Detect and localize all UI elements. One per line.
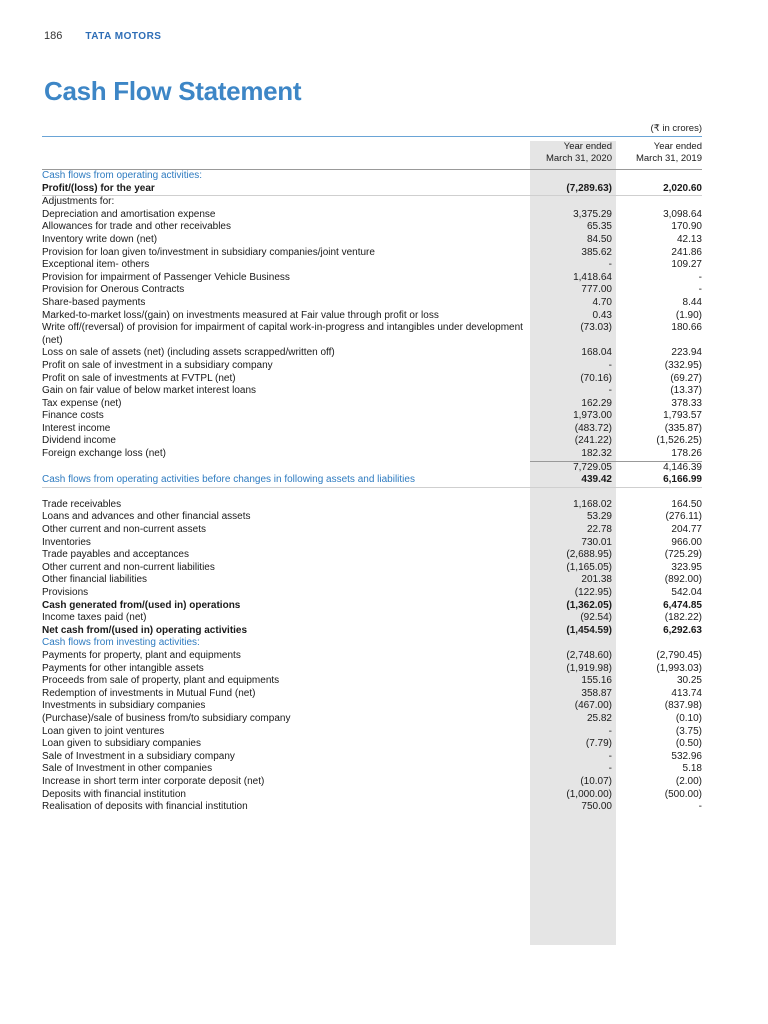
row-label: Sale of Investment in other companies: [42, 763, 213, 775]
value-2019: 30.25: [676, 675, 702, 687]
value-2019: 966.00: [671, 536, 702, 548]
table-row: [42, 196, 702, 209]
value-2020: -: [608, 750, 612, 762]
value-2020: 0.43: [592, 309, 612, 321]
value-2019: 178.26: [671, 448, 702, 460]
row-label: Loan given to subsidiary companies: [42, 738, 201, 750]
row-label: (Purchase)/sale of business from/to subsidiary company: [42, 712, 291, 724]
table-row: [42, 574, 702, 587]
value-2020: 65.35: [586, 221, 612, 233]
table-row: [42, 549, 702, 562]
value-2019: 5.18: [682, 763, 702, 775]
table-row: [42, 738, 702, 751]
value-2020: (7.79): [585, 738, 612, 750]
table-row: [42, 688, 702, 701]
currency-unit-note: (₹ in crores): [650, 123, 702, 134]
top-rule: [42, 136, 702, 137]
value-2019: 2,020.60: [663, 182, 702, 194]
table-row: [42, 360, 702, 373]
value-2020: (1,919.98): [566, 662, 612, 674]
value-2019: 6,166.99: [663, 474, 702, 486]
table-row: [42, 297, 702, 310]
table-row: [42, 726, 702, 739]
row-label: Profit on sale of investment in a subsidiary company: [42, 359, 273, 371]
page-title: Cash Flow Statement: [44, 76, 302, 106]
row-label: Write off/(reversal) of provision for impairment of capital work-in-progress and intangibles under development (net): [42, 322, 523, 346]
row-label: Profit/(loss) for the year: [42, 182, 155, 194]
row-label: Depreciation and amortisation expense: [42, 208, 216, 220]
value-2020: 53.29: [586, 511, 612, 523]
value-2020: (241.22): [574, 435, 612, 447]
table-row: [42, 234, 702, 247]
column-header-2019-line1: Year ended: [653, 141, 702, 152]
value-2020: (467.00): [574, 700, 612, 712]
value-2020: (7,289.63): [566, 182, 612, 194]
row-label: Deposits with financial institution: [42, 788, 186, 800]
row-label: Provision for Onerous Contracts: [42, 284, 185, 296]
value-2020: (73.03): [580, 322, 612, 334]
table-row: [42, 373, 702, 386]
row-label: Foreign exchange loss (net): [42, 448, 166, 460]
value-2019: 3,098.64: [663, 208, 702, 220]
column-header-2019: [620, 141, 702, 165]
table-row: [42, 663, 702, 676]
value-2020: 168.04: [581, 347, 612, 359]
value-2019: 8.44: [682, 296, 702, 308]
row-label: Trade receivables: [42, 498, 122, 510]
row-label: Exceptional item- others: [42, 259, 150, 271]
value-2019: [612, 196, 702, 209]
row-label: Loans and advances and other financial assets: [42, 511, 251, 523]
row-label: Dividend income: [42, 435, 116, 447]
value-2019: (1,526.25): [656, 435, 702, 447]
value-2019: [612, 637, 702, 650]
row-label: Adjustments for:: [42, 196, 115, 208]
value-2019: (1.90): [675, 309, 702, 321]
value-2019: 164.50: [671, 498, 702, 510]
value-2019: 6,292.63: [663, 624, 702, 636]
row-label: Payments for other intangible assets: [42, 662, 204, 674]
value-2019: 378.33: [671, 397, 702, 409]
value-2020: (1,165.05): [566, 561, 612, 573]
value-2019: 241.86: [671, 246, 702, 258]
table-row: [42, 789, 702, 802]
table-row: [42, 221, 702, 234]
column-header-2020-line2: March 31, 2020: [545, 153, 612, 164]
value-2019: 6,474.85: [663, 599, 702, 611]
value-2020: 358.87: [581, 687, 612, 699]
row-label: Net cash from/(used in) operating activities: [42, 624, 248, 636]
value-2020: (70.16): [580, 372, 612, 384]
value-2019: (69.27): [670, 372, 702, 384]
value-2019: 413.74: [671, 687, 702, 699]
value-2020: 1,418.64: [573, 271, 612, 283]
row-label: Realisation of deposits with financial institution: [42, 801, 248, 813]
row-label: Investments in subsidiary companies: [42, 700, 206, 712]
row-label: Inventory write down (net): [42, 233, 158, 245]
row-label: [42, 461, 530, 475]
value-2019: (1,993.03): [656, 662, 702, 674]
value-2019: -: [698, 801, 702, 813]
table-row: [42, 763, 702, 776]
value-2019: (182.22): [664, 612, 702, 624]
table-row: [42, 524, 702, 537]
value-2020: 7,729.05: [530, 461, 612, 475]
value-2020: (1,000.00): [566, 788, 612, 800]
value-2020: [530, 170, 612, 183]
row-label: Cash flows from operating activities before changes in following assets and liabilities: [42, 474, 415, 486]
value-2020: 4.70: [592, 296, 612, 308]
row-label: Cash generated from/(used in) operations: [42, 599, 241, 611]
value-2019: 4,146.39: [612, 461, 702, 475]
value-2019: 542.04: [671, 587, 702, 598]
row-label: Cash flows from operating activities:: [42, 170, 203, 181]
column-header-2019-line2: March 31, 2019: [635, 153, 702, 164]
table-row: [42, 587, 702, 600]
row-label: Allowances for trade and other receivables: [42, 221, 231, 233]
value-2019: (500.00): [664, 788, 702, 800]
table-row: [42, 650, 702, 663]
table-row: [42, 675, 702, 688]
brand-logo: TATA MOTORS: [85, 31, 162, 42]
row-label: Other current and non-current assets: [42, 524, 206, 536]
value-2020: -: [608, 763, 612, 775]
value-2020: 155.16: [581, 675, 612, 687]
table-row: [42, 170, 702, 183]
page-number: 186: [44, 30, 63, 42]
row-label: Provisions: [42, 587, 89, 598]
value-2019: (2,790.45): [656, 649, 702, 661]
row-label: Proceeds from sale of property, plant and equipments: [42, 675, 280, 687]
table-row: [42, 474, 702, 488]
column-header-2020: [530, 141, 612, 165]
row-label: Inventories: [42, 536, 91, 548]
page-header: [44, 30, 161, 42]
value-2020: 1,168.02: [573, 498, 612, 510]
table-row: [42, 435, 702, 448]
table-row: [42, 347, 702, 360]
value-2020: (10.07): [580, 775, 612, 787]
table-row: [42, 625, 702, 638]
value-2020: 750.00: [581, 801, 612, 813]
row-gap: [42, 488, 702, 499]
table-row: [42, 700, 702, 713]
table-row: [42, 751, 702, 764]
value-2019: -: [698, 284, 702, 296]
value-2020: 730.01: [581, 536, 612, 548]
table-row: [42, 322, 702, 347]
value-2019: 109.27: [671, 259, 702, 271]
row-label: Other financial liabilities: [42, 574, 148, 586]
row-label: Loan given to joint ventures: [42, 725, 165, 737]
value-2020: 1,973.00: [573, 410, 612, 422]
value-2019: 323.95: [671, 561, 702, 573]
table-row: [42, 423, 702, 436]
value-2020: 182.32: [581, 448, 612, 460]
value-2020: 3,375.29: [573, 208, 612, 220]
row-label: Payments for property, plant and equipments: [42, 649, 241, 661]
table-row: [42, 776, 702, 789]
value-2019: -: [698, 271, 702, 283]
table-row: [42, 612, 702, 625]
row-label: Profit on sale of investments at FVTPL (net): [42, 372, 236, 384]
value-2019: (2.00): [675, 775, 702, 787]
row-label: Finance costs: [42, 410, 104, 422]
value-2019: (0.50): [675, 738, 702, 750]
row-label: Increase in short term inter corporate deposit (net): [42, 775, 265, 787]
row-label: Provision for impairment of Passenger Vehicle Business: [42, 271, 290, 283]
row-label: Gain on fair value of below market interest loans: [42, 385, 256, 397]
value-2019: (892.00): [664, 574, 702, 586]
row-label: Interest income: [42, 422, 111, 434]
value-2020: 22.78: [586, 524, 612, 536]
value-2019: (3.75): [675, 725, 702, 737]
value-2019: (837.98): [664, 700, 702, 712]
value-2020: 201.38: [581, 574, 612, 586]
table-row: [42, 310, 702, 323]
value-2020: 84.50: [586, 233, 612, 245]
value-2020: -: [608, 385, 612, 397]
row-label: Provision for loan given to/investment in subsidiary companies/joint venture: [42, 246, 375, 258]
table-row: [42, 713, 702, 726]
value-2019: 170.90: [671, 221, 702, 233]
value-2020: [530, 637, 612, 650]
row-label: Sale of Investment in a subsidiary company: [42, 750, 235, 762]
table-row: [42, 499, 702, 512]
table-row: [42, 209, 702, 222]
table-row: [42, 284, 702, 297]
value-2020: (122.95): [574, 587, 612, 598]
row-label: Loss on sale of assets (net) (including assets scrapped/written off): [42, 347, 335, 359]
table-row: [42, 461, 702, 475]
table-row: [42, 562, 702, 575]
value-2020: (2,688.95): [566, 549, 612, 561]
value-2019: 204.77: [671, 524, 702, 536]
value-2019: 223.94: [671, 347, 702, 359]
value-2019: (276.11): [665, 511, 702, 523]
value-2019: 180.66: [671, 322, 702, 334]
table-row: [42, 259, 702, 272]
cash-flow-table: [42, 170, 702, 814]
value-2020: (2,748.60): [566, 649, 612, 661]
value-2019: (332.95): [664, 359, 702, 371]
value-2020: [530, 196, 612, 209]
value-2020: -: [608, 725, 612, 737]
value-2020: (483.72): [574, 422, 612, 434]
table-row: [42, 272, 702, 285]
row-label: Other current and non-current liabilities: [42, 561, 215, 573]
row-label: Tax expense (net): [42, 397, 122, 409]
value-2020: -: [608, 259, 612, 271]
table-row: [42, 398, 702, 411]
row-label: Cash flows from investing activities:: [42, 637, 200, 649]
value-2019: 532.96: [671, 750, 702, 762]
value-2020: 25.82: [586, 712, 612, 724]
value-2020: (92.54): [580, 612, 612, 624]
value-2019: (725.29): [664, 549, 702, 561]
value-2020: 439.42: [581, 474, 612, 486]
value-2020: (1,454.59): [566, 624, 612, 636]
row-label: Share-based payments: [42, 296, 146, 308]
table-row: [42, 801, 702, 814]
table-row: [42, 537, 702, 550]
row-label: Trade payables and acceptances: [42, 549, 189, 561]
table-row: [42, 183, 702, 197]
table-row: [42, 637, 702, 650]
value-2020: -: [608, 359, 612, 371]
column-header-2020-line1: Year ended: [563, 141, 612, 152]
row-label: Marked-to-market loss/(gain) on investments measured at Fair value through profit or loss: [42, 309, 439, 321]
value-2019: [612, 170, 702, 183]
table-row: [42, 448, 702, 461]
value-2020: 777.00: [581, 284, 612, 296]
table-row: [42, 511, 702, 524]
table-row: [42, 600, 702, 613]
value-2020: 162.29: [581, 397, 612, 409]
value-2019: 1,793.57: [663, 410, 702, 422]
value-2019: 42.13: [676, 233, 702, 245]
table-row: [42, 410, 702, 423]
value-2020: (1,362.05): [566, 599, 612, 611]
value-2019: (0.10): [675, 712, 702, 724]
row-label: Income taxes paid (net): [42, 612, 147, 624]
value-2019: (335.87): [664, 422, 702, 434]
table-row: [42, 247, 702, 260]
table-row: [42, 385, 702, 398]
value-2020: 385.62: [581, 246, 612, 258]
row-label: Redemption of investments in Mutual Fund (net): [42, 687, 256, 699]
value-2019: (13.37): [670, 385, 702, 397]
